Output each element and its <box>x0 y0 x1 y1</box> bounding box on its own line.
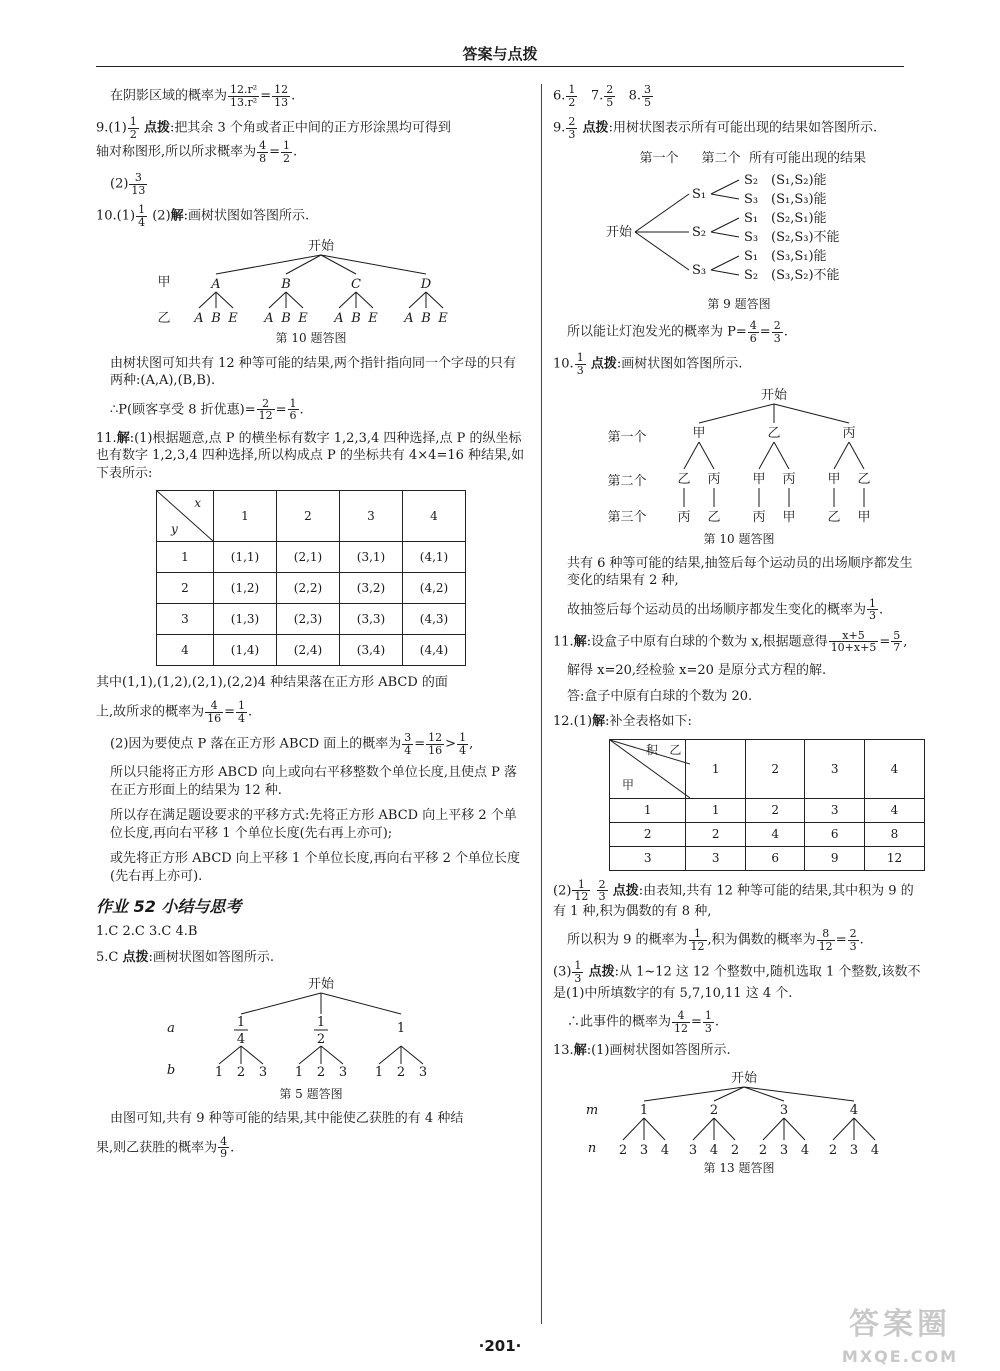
tree-branch-line <box>426 292 443 308</box>
tree-node: 1 <box>639 1102 649 1118</box>
table-cell: (4,4) <box>403 635 466 666</box>
tree-branch-line <box>849 442 864 469</box>
tree-branch-line <box>635 232 689 270</box>
table-cell: (1,4) <box>214 635 277 666</box>
tree-branch-line <box>321 255 426 274</box>
tree-level-label: n <box>587 1140 597 1156</box>
table-cell: 2 <box>686 822 746 846</box>
table-row-label: 3 <box>610 846 686 870</box>
tree-node: 4 <box>849 1102 859 1118</box>
hw52-answers-1-4: 1.C 2.C 3.C 4.B <box>96 924 198 940</box>
tree-level-label: 甲 <box>157 275 171 291</box>
table-header: 2 <box>277 491 340 542</box>
tree-diagram-q5 <box>161 974 461 1084</box>
coordinate-table <box>156 490 466 666</box>
table-cell: (1,3) <box>214 604 277 635</box>
tree-leaf: B <box>211 311 221 327</box>
tree-branch-line <box>623 1118 644 1140</box>
q10-explanation-right: 共有 6 种等可能的结果,抽签后每个运动员的出场顺序都发生变化的结果有 2 种, <box>567 555 913 589</box>
tree-branch-line <box>784 1118 805 1140</box>
tree-branch-line <box>759 442 774 469</box>
tree-level-label: a <box>167 1021 175 1037</box>
tree-leaf: A <box>334 311 344 327</box>
tree-branch-line <box>241 993 321 1014</box>
tree-level-label: b <box>166 1063 176 1079</box>
tree-branch-line <box>711 218 739 232</box>
q11-part2-c: 所以存在满足题设要求的平移方式:先将正方形 ABCD 向上平移 2 个单位长度,再向右平移 1 个单位长度(先右再上亦可); <box>110 808 517 841</box>
tree-node-second: 乙 <box>677 471 691 487</box>
shaded-probability-line: 在阴影区域的概率为 $\frac{\text{12.r²}}{\text{13.r²}}$ = $\frac{12}{13}$ . <box>110 83 296 109</box>
table-header: 1 <box>214 491 277 542</box>
tree-diagram-q10-right <box>599 385 879 529</box>
caption-q13: 第 13 题答图 <box>703 1160 775 1175</box>
table-cell: (2,3) <box>277 604 340 635</box>
q10-explanation: 由树状图可知共有 12 种等可能的结果,两个指针指向同一个字母的只有两种:(A,A),(B,B). <box>110 355 516 389</box>
table-cell: 6 <box>805 822 865 846</box>
tree-branch-line <box>711 232 739 237</box>
tree-leaf: S₂ <box>743 268 759 284</box>
product-table <box>609 739 925 871</box>
q11-part2-d: 或先将正方形 ABCD 向上平移 1 个单位长度,再向右平移 2 个单位长度(先右再上亦可). <box>110 851 521 884</box>
table-cell: (4,1) <box>403 542 466 573</box>
table-row-label: 1 <box>157 542 214 573</box>
tree-branch-line <box>711 256 739 270</box>
tree-leaf: 4 <box>660 1142 670 1158</box>
tree-leaf: S₁ <box>743 211 759 227</box>
tree-branch-line <box>711 270 739 275</box>
caption-q10: 第 10 题答图 <box>275 331 347 346</box>
tree-leaf: 3 <box>338 1065 348 1081</box>
tree-leaf: 2 <box>396 1065 406 1081</box>
tree-node: C <box>351 277 361 293</box>
tree-node-second: 乙 <box>857 471 871 487</box>
tree-leaf: 丙 <box>677 509 691 525</box>
q10-probability: ∴P(顾客享受 8 折优惠)= $\frac{2}{12}$ = $\frac{1}{6}$ . <box>110 396 304 423</box>
table-cell: (4,2) <box>403 573 466 604</box>
q9-part2: (2) $\frac{3}{13}$ <box>110 171 146 197</box>
tree-node: 2 <box>709 1102 719 1118</box>
tree-branch-line <box>693 1118 714 1140</box>
table-cell: 8 <box>864 822 924 846</box>
header-rule <box>96 66 904 67</box>
q11-right: 11.解:设盒子中原有白球的个数为 x,根据题意得 $\frac{x+5}{10+x+5}$ = $\frac{5}{7}$ , <box>553 628 908 655</box>
q12-intro: 12.(1)解:补全表格如下: <box>553 714 692 730</box>
tree-branch-line <box>714 1118 735 1140</box>
table-header: 3 <box>340 491 403 542</box>
table-cell: (4,3) <box>403 604 466 635</box>
tree-branch-line <box>299 1046 321 1064</box>
homework-52-title: 作业 52 小结与思考 <box>96 896 242 916</box>
table-cell: (3,3) <box>340 604 403 635</box>
tree-leaf: 3 <box>258 1065 268 1081</box>
answers-6-8: 6. $\frac{1}{2}$ 7. $\frac{2}{5}$ 8. $\frac{3}{5}$ <box>553 83 652 109</box>
tree-level-label: 第三个 <box>607 509 647 525</box>
table-cell: 6 <box>745 846 805 870</box>
tree-branch-line <box>219 1046 241 1064</box>
table-cell: 12 <box>864 846 924 870</box>
right-column <box>553 84 925 1184</box>
tree-leaf: S₂ <box>743 173 759 189</box>
table-header: 1 <box>686 739 746 798</box>
tree-branch-line <box>321 1046 343 1064</box>
tree-result: (S₁,S₂)能 <box>771 173 827 189</box>
tree-leaf: 3 <box>779 1142 789 1158</box>
table-cell: (1,2) <box>214 573 277 604</box>
column-divider <box>541 84 542 1324</box>
tree-leaf: A <box>264 311 274 327</box>
tree-node: B <box>281 277 291 293</box>
tree-branch-line <box>684 442 699 469</box>
table-cell: 4 <box>864 798 924 822</box>
table-cell: 4 <box>745 822 805 846</box>
tree-leaf: 3 <box>849 1142 859 1158</box>
table-row-label: 1 <box>610 798 686 822</box>
tree-result: (S₂,S₃)不能 <box>771 230 840 246</box>
tree-leaf: 3 <box>418 1065 428 1081</box>
tree-leaf: A <box>194 311 204 327</box>
q11-result-a: 其中(1,1),(1,2),(2,1),(2,2)4 种结果落在正方形 ABCD 的面 <box>96 675 448 691</box>
tree-leaf: 2 <box>236 1065 246 1081</box>
q12-part2: (2) $\frac{1}{12}$ $\frac{2}{3}$ 点拨:由表知,共有 12 种等可能的结果,其中积为 9 的有 1 种,积为偶数的有 8 种, <box>553 877 914 919</box>
tree-leaf: 2 <box>730 1142 740 1158</box>
tree-leaf: E <box>368 311 378 327</box>
tree-node-second: 丙 <box>707 471 721 487</box>
tree-node: 3 <box>779 1102 789 1118</box>
tree-leaf: 2 <box>316 1065 326 1081</box>
table-row-label: 4 <box>157 635 214 666</box>
table-row-label: 2 <box>157 573 214 604</box>
tree-leaf: E <box>298 311 308 327</box>
tree-branch-line <box>854 1118 875 1140</box>
tree-node: 乙 <box>767 425 781 441</box>
page-number: ·201· <box>478 1337 522 1355</box>
tree-branch-line <box>321 993 401 1014</box>
tree-leaf: S₁ <box>743 249 759 265</box>
tree-leaf: 1 <box>374 1065 384 1081</box>
tree-leaf: 甲 <box>782 509 796 525</box>
tree-root: 开始 <box>605 225 633 241</box>
q10-answer: 10.(1) $\frac{1}{4}$ (2)解:画树状图如答图所示. <box>96 203 310 229</box>
table-corner-cell: 积 乙 甲 <box>610 739 686 798</box>
tree-node-numerator: 1 <box>236 1015 246 1031</box>
tree-leaf: 4 <box>800 1142 810 1158</box>
watermark: 答案圈 MXQE.COM <box>841 1307 959 1366</box>
table-cell: (2,2) <box>277 573 340 604</box>
q12-part3: (3) $\frac{1}{3}$ 点拨:从 1~12 这 12 个整数中,随机选取 1 个整数,该数不是(1)中所填数字的有 5,7,10,11 这 4 个. <box>553 959 921 1001</box>
header-title: 答案与点拨 <box>462 45 538 63</box>
table-header: 3 <box>805 739 865 798</box>
tree-level-label: 第一个 <box>607 429 647 445</box>
tree-node-second: 甲 <box>827 471 841 487</box>
tree-leaf: 3 <box>688 1142 698 1158</box>
tree-leaf: S₃ <box>743 230 759 246</box>
tree-leaf: 4 <box>870 1142 880 1158</box>
tree-column-header: 所有可能出现的结果 <box>749 151 867 167</box>
tree-branch-line <box>774 442 789 469</box>
tree-branch-line <box>699 404 774 423</box>
table-cell: 3 <box>686 846 746 870</box>
tree-branch-line <box>199 292 216 308</box>
table-cell: 1 <box>686 798 746 822</box>
tree-branch-line <box>635 194 689 232</box>
tree-leaf: 丙 <box>752 509 766 525</box>
caption-q9: 第 9 题答图 <box>707 297 771 312</box>
q9-answer: 9.(1) $\frac{1}{2}$ 点拨:把其余 3 个角或者正中间的正方形涂黑均可得到 轴对称图形,所以所求概率为 $\frac{4}{8}$ = $\frac{1}{2}$ . <box>96 115 451 165</box>
q11-conclusion: 答:盒子中原有白球的个数为 20. <box>567 688 753 704</box>
tree-branch-line <box>834 442 849 469</box>
tree-leaf: 2 <box>828 1142 838 1158</box>
tree-branch-line <box>699 442 714 469</box>
tree-node-denominator: 4 <box>236 1032 246 1048</box>
tree-leaf: 1 <box>214 1065 224 1081</box>
table-cell: (1,1) <box>214 542 277 573</box>
table-header: 4 <box>864 739 924 798</box>
tree-node-second: 丙 <box>782 471 796 487</box>
q9-probability: 所以能让灯泡发光的概率为 P= $\frac{4}{6}$ = $\frac{2}{3}$ . <box>567 319 788 345</box>
tree-branch-line <box>339 292 356 308</box>
q10-probability-right: 故抽签后每个运动员的出场顺序都发生变化的概率为 $\frac{1}{3}$ . <box>567 596 884 623</box>
tree-node: S₃ <box>691 263 707 279</box>
tree-leaf: A <box>404 311 414 327</box>
tree-branch-line <box>744 1087 854 1101</box>
left-column <box>96 84 526 1168</box>
tree-node: 1 <box>396 1021 406 1037</box>
tree-diagram-q9 <box>569 148 909 294</box>
tree-branch-line <box>711 180 739 194</box>
table-corner-cell: x y <box>157 491 214 542</box>
caption-q5: 第 5 题答图 <box>279 1087 343 1102</box>
tree-diagram-q10 <box>146 236 476 328</box>
tree-node: D <box>420 277 432 293</box>
tree-branch-line <box>763 1118 784 1140</box>
q11-solution: 解得 x=20,经检验 x=20 是原分式方程的解. <box>567 663 827 679</box>
q5-probability: 果,则乙获胜的概率为 $\frac{4}{9}$ . <box>96 1134 235 1161</box>
q11-part2: (2)因为要使点 P 落在正方形 ABCD 面上的概率为 $\frac{3}{4}$ = $\frac{12}{16}$ > $\frac{1}{4}$ , <box>110 731 474 757</box>
tree-branch-line <box>356 292 373 308</box>
tree-result: (S₁,S₃)能 <box>771 192 827 208</box>
tree-branch-line <box>269 292 286 308</box>
q9-answer-right: 9. $\frac{2}{3}$ 点拨:用树状图表示所有可能出现的结果如答图所示. <box>553 115 878 141</box>
tree-root: 开始 <box>307 239 335 255</box>
tree-branch-line <box>833 1118 854 1140</box>
caption-q10-right: 第 10 题答图 <box>703 531 775 546</box>
tree-root: 开始 <box>730 1070 758 1086</box>
tree-node-denominator: 2 <box>316 1032 326 1048</box>
tree-branch-line <box>379 1046 401 1064</box>
table-cell: (3,1) <box>340 542 403 573</box>
table-cell: 9 <box>805 846 865 870</box>
q12-part3-prob: ∴此事件的概率为 $\frac{4}{12}$ = $\frac{1}{3}$ . <box>567 1009 720 1035</box>
tree-branch-line <box>644 1118 665 1140</box>
hw52-q5: 5.C 点拨:画树状图如答图所示. <box>96 949 275 965</box>
tree-leaf: 1 <box>294 1065 304 1081</box>
tree-node: S₁ <box>691 187 707 203</box>
tree-level-label: 第二个 <box>607 473 647 489</box>
tree-leaf: 乙 <box>707 509 721 525</box>
q13-intro: 13.解:(1)画树状图如答图所示. <box>553 1043 731 1059</box>
tree-node: 甲 <box>692 425 706 441</box>
table-cell: 3 <box>805 798 865 822</box>
tree-result: (S₂,S₁)能 <box>771 211 827 227</box>
tree-leaf: B <box>351 311 361 327</box>
tree-result: (S₃,S₂)不能 <box>771 268 840 284</box>
table-row-label: 3 <box>157 604 214 635</box>
tree-leaf: 乙 <box>827 509 841 525</box>
q11-result-b: 上,故所求的概率为 $\frac{4}{16}$ = $\frac{1}{4}$ . <box>96 699 253 725</box>
tree-diagram-q13 <box>584 1068 894 1158</box>
tree-node: 丙 <box>842 425 856 441</box>
tree-branch-line <box>409 292 426 308</box>
tree-node: A <box>211 277 221 293</box>
tree-leaf: E <box>228 311 238 327</box>
tree-root: 开始 <box>760 387 788 403</box>
tree-leaf: B <box>421 311 431 327</box>
table-row-label: 2 <box>610 822 686 846</box>
tree-node-second: 甲 <box>752 471 766 487</box>
tree-leaf: 甲 <box>857 509 871 525</box>
tree-leaf: 2 <box>618 1142 628 1158</box>
q5-explanation: 由图可知,共有 9 种等可能的结果,其中能使乙获胜的有 4 种结 <box>110 1111 464 1127</box>
tree-branch-line <box>286 292 303 308</box>
tree-root: 开始 <box>307 977 335 993</box>
tree-result: (S₃,S₁)能 <box>771 249 827 265</box>
tree-leaf: S₃ <box>743 192 759 208</box>
q10-answer-right: 10. $\frac{1}{3}$ 点拨:画树状图如答图所示. <box>553 351 743 378</box>
tree-column-header: 第一个 <box>639 151 679 167</box>
tree-leaf: B <box>281 311 291 327</box>
table-cell: (3,4) <box>340 635 403 666</box>
tree-branch-line <box>216 292 233 308</box>
tree-node: S₂ <box>691 225 707 241</box>
table-cell: 2 <box>745 798 805 822</box>
tree-node-numerator: 1 <box>316 1015 326 1031</box>
q11-intro: 11.解:(1)根据题意,点 P 的横坐标有数字 1,2,3,4 四种选择,点 P 的纵坐标也有数字 1,2,3,4 四种选择,所以构成点 P 的坐标共有 4×4=16 种结果,如下表所示: <box>96 430 525 481</box>
tree-branch-line <box>241 1046 263 1064</box>
tree-level-label: m <box>585 1102 599 1118</box>
tree-level-label: 乙 <box>157 311 171 327</box>
tree-branch-line <box>711 194 739 199</box>
table-cell: (2,1) <box>277 542 340 573</box>
tree-branch-line <box>774 404 849 423</box>
q12-part2-prob: 所以积为 9 的概率为 $\frac{1}{12}$ ,积为偶数的概率为 $\frac{8}{12}$ = $\frac{2}{3}$ . <box>567 927 864 953</box>
tree-leaf: 3 <box>639 1142 649 1158</box>
table-cell: (2,4) <box>277 635 340 666</box>
table-header: 4 <box>403 491 466 542</box>
table-header: 2 <box>745 739 805 798</box>
tree-branch-line <box>401 1046 423 1064</box>
tree-leaf: E <box>438 311 448 327</box>
tree-branch-line <box>216 255 321 274</box>
table-cell: (3,2) <box>340 573 403 604</box>
tree-leaf: 4 <box>709 1142 719 1158</box>
tree-column-header: 第二个 <box>701 151 741 167</box>
q11-part2-b: 所以只能将正方形 ABCD 向上或向右平移整数个单位长度,且使点 P 落在正方形面上的结果为 12 种. <box>110 765 517 798</box>
tree-leaf: 2 <box>758 1142 768 1158</box>
